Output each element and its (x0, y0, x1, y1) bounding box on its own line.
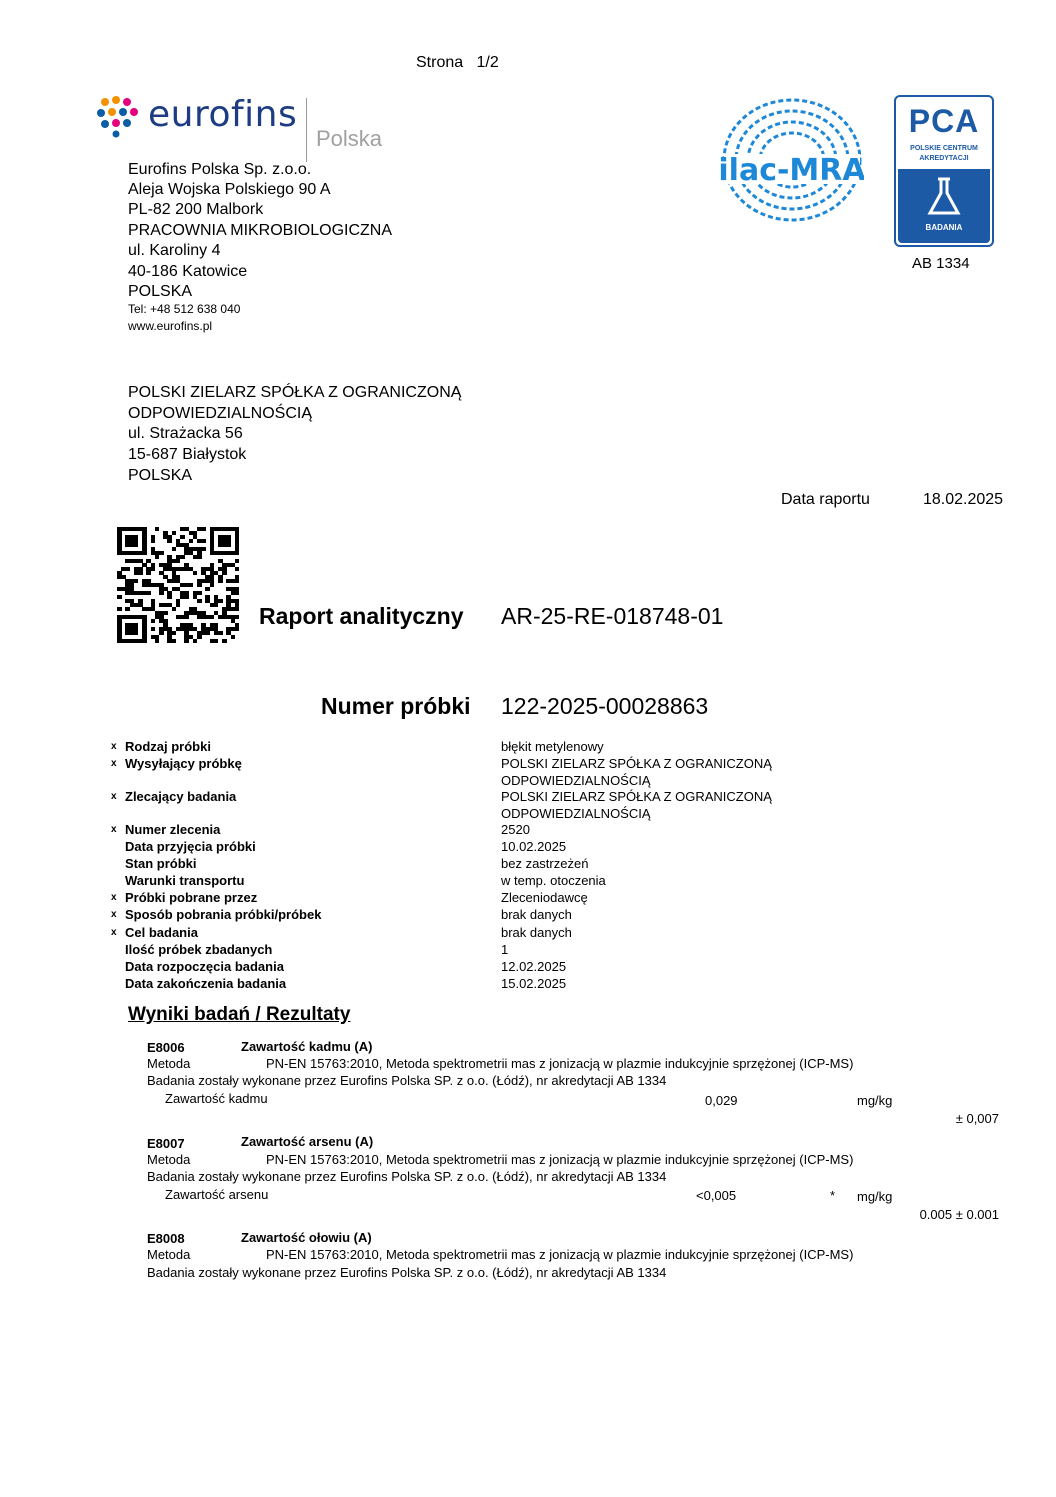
result-title: Zawartość kadmu (A) (241, 1039, 373, 1054)
qr-module (235, 579, 240, 583)
sample-number-label: Numer próbki (321, 693, 471, 719)
qr-module (167, 595, 172, 599)
field-mark: x (111, 791, 117, 802)
qr-module (151, 539, 156, 543)
result-flag: * (830, 1188, 836, 1203)
qr-module (172, 631, 177, 635)
qr-module (189, 539, 194, 543)
qr-module (231, 635, 236, 639)
qr-module (193, 639, 198, 643)
qr-module (172, 531, 177, 535)
field-value-cont: ODPOWIEDZIALNOŚCIĄ (501, 773, 651, 788)
field-label: Data zakończenia badania (125, 976, 287, 991)
field-mark: x (111, 741, 117, 752)
logo-country: Polska (316, 126, 383, 151)
result-title: Zawartość arsenu (A) (241, 1134, 374, 1149)
accreditation-number: AB 1334 (912, 255, 970, 272)
logo-divider (306, 98, 307, 162)
ilac-seal-icon (720, 96, 864, 224)
field-value: POLSKI ZIELARZ SPÓŁKA Z OGRANICZONĄ (501, 756, 772, 771)
field-label: Próbki pobrane przez (125, 890, 258, 905)
qr-module (172, 639, 177, 643)
field-value: POLSKI ZIELARZ SPÓŁKA Z OGRANICZONĄ (501, 789, 772, 804)
field-mark: x (111, 909, 117, 920)
report-date-value: 18.02.2025 (923, 491, 1004, 508)
qr-module (184, 639, 189, 643)
client-address-line: ODPOWIEDZIALNOŚCIĄ (128, 405, 313, 422)
qr-module (197, 583, 202, 587)
lab-address-line: ul. Karoliny 4 (128, 242, 221, 259)
client-address-line: POLSKA (128, 467, 193, 484)
pca-badge-label: BADANIA (925, 223, 963, 232)
eurofins-wordmark: eurofins (148, 94, 298, 135)
qr-module (235, 627, 240, 631)
qr-module (142, 639, 147, 643)
qr-module (197, 635, 202, 639)
field-label: Numer zlecenia (125, 822, 221, 837)
field-label: Warunki transportu (125, 873, 245, 888)
result-uncertainty: ± 0,007 (955, 1111, 999, 1126)
qr-module (125, 607, 130, 611)
qr-module (146, 591, 151, 595)
qr-module (201, 527, 206, 531)
qr-module (159, 631, 164, 635)
result-param: Zawartość arsenu (165, 1187, 269, 1202)
result-method: PN-EN 15763:2010, Metoda spektrometrii mas z jonizacją w plazmie indukcyjnie sprzężonej (ICP-MS) (266, 1247, 854, 1262)
result-unit: mg/kg (857, 1189, 893, 1204)
field-value: 2520 (501, 822, 530, 837)
svg-text:ilac-MRA: ilac-MRA (720, 153, 864, 188)
qr-module (235, 559, 240, 563)
field-mark: x (111, 892, 117, 903)
results-heading: Wyniki badań / Rezultaty (128, 1004, 351, 1025)
result-method: PN-EN 15763:2010, Metoda spektrometrii mas z jonizacją w plazmie indukcyjnie sprzężonej (ICP-MS) (266, 1056, 854, 1071)
pca-blue-panel (898, 169, 990, 243)
qr-module (197, 555, 202, 559)
qr-module (214, 639, 219, 643)
qr-module (180, 555, 185, 559)
qr-module (184, 595, 189, 599)
qr-module (151, 567, 156, 571)
qr-module (235, 551, 240, 555)
result-value: <0,005 (696, 1188, 737, 1203)
qr-module (117, 595, 122, 599)
client-address-line: 15-687 Białystok (128, 446, 247, 463)
result-method-label: Metoda (147, 1152, 191, 1167)
field-value: 12.02.2025 (501, 959, 567, 974)
qr-module (214, 603, 219, 607)
qr-module (218, 579, 223, 583)
qr-module (151, 619, 156, 623)
eurofins-dots-icon (96, 96, 148, 138)
result-method: PN-EN 15763:2010, Metoda spektrometrii mas z jonizacją w plazmie indukcyjnie sprzężonej (ICP-MS) (266, 1152, 854, 1167)
qr-module (134, 631, 139, 635)
field-value: 15.02.2025 (501, 976, 567, 991)
qr-module (146, 571, 151, 575)
qr-module (155, 555, 160, 559)
qr-module (197, 591, 202, 595)
lab-website[interactable]: www.eurofins.pl (128, 319, 213, 333)
qr-module (184, 615, 189, 619)
qr-code (117, 527, 239, 643)
pca-subtitle-2: AKREDYTACJI (919, 155, 969, 162)
result-note: Badania zostały wykonane przez Eurofins Polska SP. z o.o. (Łódź), nr akredytacji AB 1334 (147, 1073, 667, 1088)
qr-module (218, 599, 223, 603)
qr-module (222, 639, 227, 643)
qr-module (189, 583, 194, 587)
field-label: Data rozpoczęcia badania (125, 959, 284, 974)
qr-module (138, 571, 143, 575)
field-value: 10.02.2025 (501, 839, 567, 854)
flask-icon (898, 173, 990, 223)
result-note: Badania zostały wykonane przez Eurofins Polska SP. z o.o. (Łódź), nr akredytacji AB 1334 (147, 1265, 667, 1280)
sample-number: 122-2025-00028863 (501, 693, 709, 719)
qr-module (180, 535, 185, 539)
field-value: brak danych (501, 907, 572, 922)
eurofins-logo (96, 94, 406, 164)
qr-module (155, 527, 160, 531)
qr-module (176, 559, 181, 563)
qr-module (235, 567, 240, 571)
result-method-label: Metoda (147, 1056, 191, 1071)
qr-module (163, 611, 168, 615)
lab-phone: Tel: +48 512 638 040 (128, 302, 241, 316)
result-param: Zawartość kadmu (165, 1091, 268, 1106)
qr-module (197, 599, 202, 603)
qr-module (176, 603, 181, 607)
page-number: Strona 1/2 (416, 54, 499, 71)
qr-module (159, 551, 164, 555)
field-value: w temp. otoczenia (501, 873, 606, 888)
lab-address-line: POLSKA (128, 283, 193, 300)
report-title-label: Raport analityczny (259, 603, 464, 629)
field-label: Data przyjęcia próbki (125, 839, 256, 854)
qr-module (172, 547, 177, 551)
qr-module (155, 639, 160, 643)
qr-module (201, 547, 206, 551)
lab-address-line: 40-186 Katowice (128, 263, 248, 280)
qr-module (117, 607, 122, 611)
result-code: E8008 (147, 1231, 185, 1246)
client-address-line: POLSKI ZIELARZ SPÓŁKA Z OGRANICZONĄ (128, 384, 462, 401)
field-mark: x (111, 824, 117, 835)
pca-subtitle-1: POLSKIE CENTRUM (910, 145, 978, 152)
qr-module (193, 571, 198, 575)
field-label: Rodzaj próbki (125, 739, 211, 754)
qr-module (125, 567, 130, 571)
result-note: Badania zostały wykonane przez Eurofins Polska SP. z o.o. (Łódź), nr akredytacji AB 1334 (147, 1169, 667, 1184)
qr-module (201, 539, 206, 543)
result-unit: mg/kg (857, 1093, 893, 1108)
field-mark: x (111, 927, 117, 938)
qr-module (205, 631, 210, 635)
field-mark: x (111, 758, 117, 769)
result-code: E8007 (147, 1136, 185, 1151)
client-address-line: ul. Strażacka 56 (128, 425, 243, 442)
result-value: 0,029 (705, 1093, 738, 1108)
qr-module (210, 615, 215, 619)
qr-module (151, 627, 156, 631)
result-title: Zawartość ołowiu (A) (241, 1230, 372, 1245)
qr-module (235, 607, 240, 611)
qr-module (222, 571, 227, 575)
pca-badge (894, 95, 994, 247)
qr-module (218, 631, 223, 635)
report-number: AR-25-RE-018748-01 (501, 603, 724, 629)
qr-module (235, 615, 240, 619)
ilac-mra-seal (720, 96, 864, 224)
qr-module (142, 551, 147, 555)
result-method-label: Metoda (147, 1247, 191, 1262)
field-value: błękit metylenowy (501, 739, 604, 754)
field-label: Sposób pobrania próbki/próbek (125, 907, 322, 922)
lab-address-line: PL-82 200 Malbork (128, 201, 264, 218)
field-value-cont: ODPOWIEDZIALNOŚCIĄ (501, 806, 651, 821)
field-label: Stan próbki (125, 856, 197, 871)
pca-title: PCA (908, 103, 980, 139)
qr-module (210, 583, 215, 587)
qr-module (159, 591, 164, 595)
qr-module (226, 543, 231, 547)
report-date-label: Data raportu (781, 491, 870, 508)
qr-module (134, 543, 139, 547)
field-value: 1 (501, 942, 509, 957)
qr-module (134, 579, 139, 583)
field-label: Cel badania (125, 925, 198, 940)
field-label: Ilość próbek zbadanych (125, 942, 273, 957)
result-code: E8006 (147, 1040, 185, 1055)
field-label: Wysyłający próbkę (125, 756, 242, 771)
field-label: Zlecający badania (125, 789, 237, 804)
lab-address-line: Eurofins Polska Sp. z.o.o. (128, 161, 312, 178)
result-uncertainty: 0.005 ± 0.001 (919, 1207, 999, 1222)
qr-module (167, 539, 172, 543)
qr-module (172, 607, 177, 611)
field-value: brak danych (501, 925, 572, 940)
field-value: bez zastrzeżeń (501, 856, 589, 871)
qr-module (205, 587, 210, 591)
field-value: Zleceniodawcę (501, 890, 588, 905)
lab-address-line: PRACOWNIA MIKROBIOLOGICZNA (128, 222, 393, 239)
lab-address-line: Aleja Wojska Polskiego 90 A (128, 181, 331, 198)
qr-module (235, 591, 240, 595)
